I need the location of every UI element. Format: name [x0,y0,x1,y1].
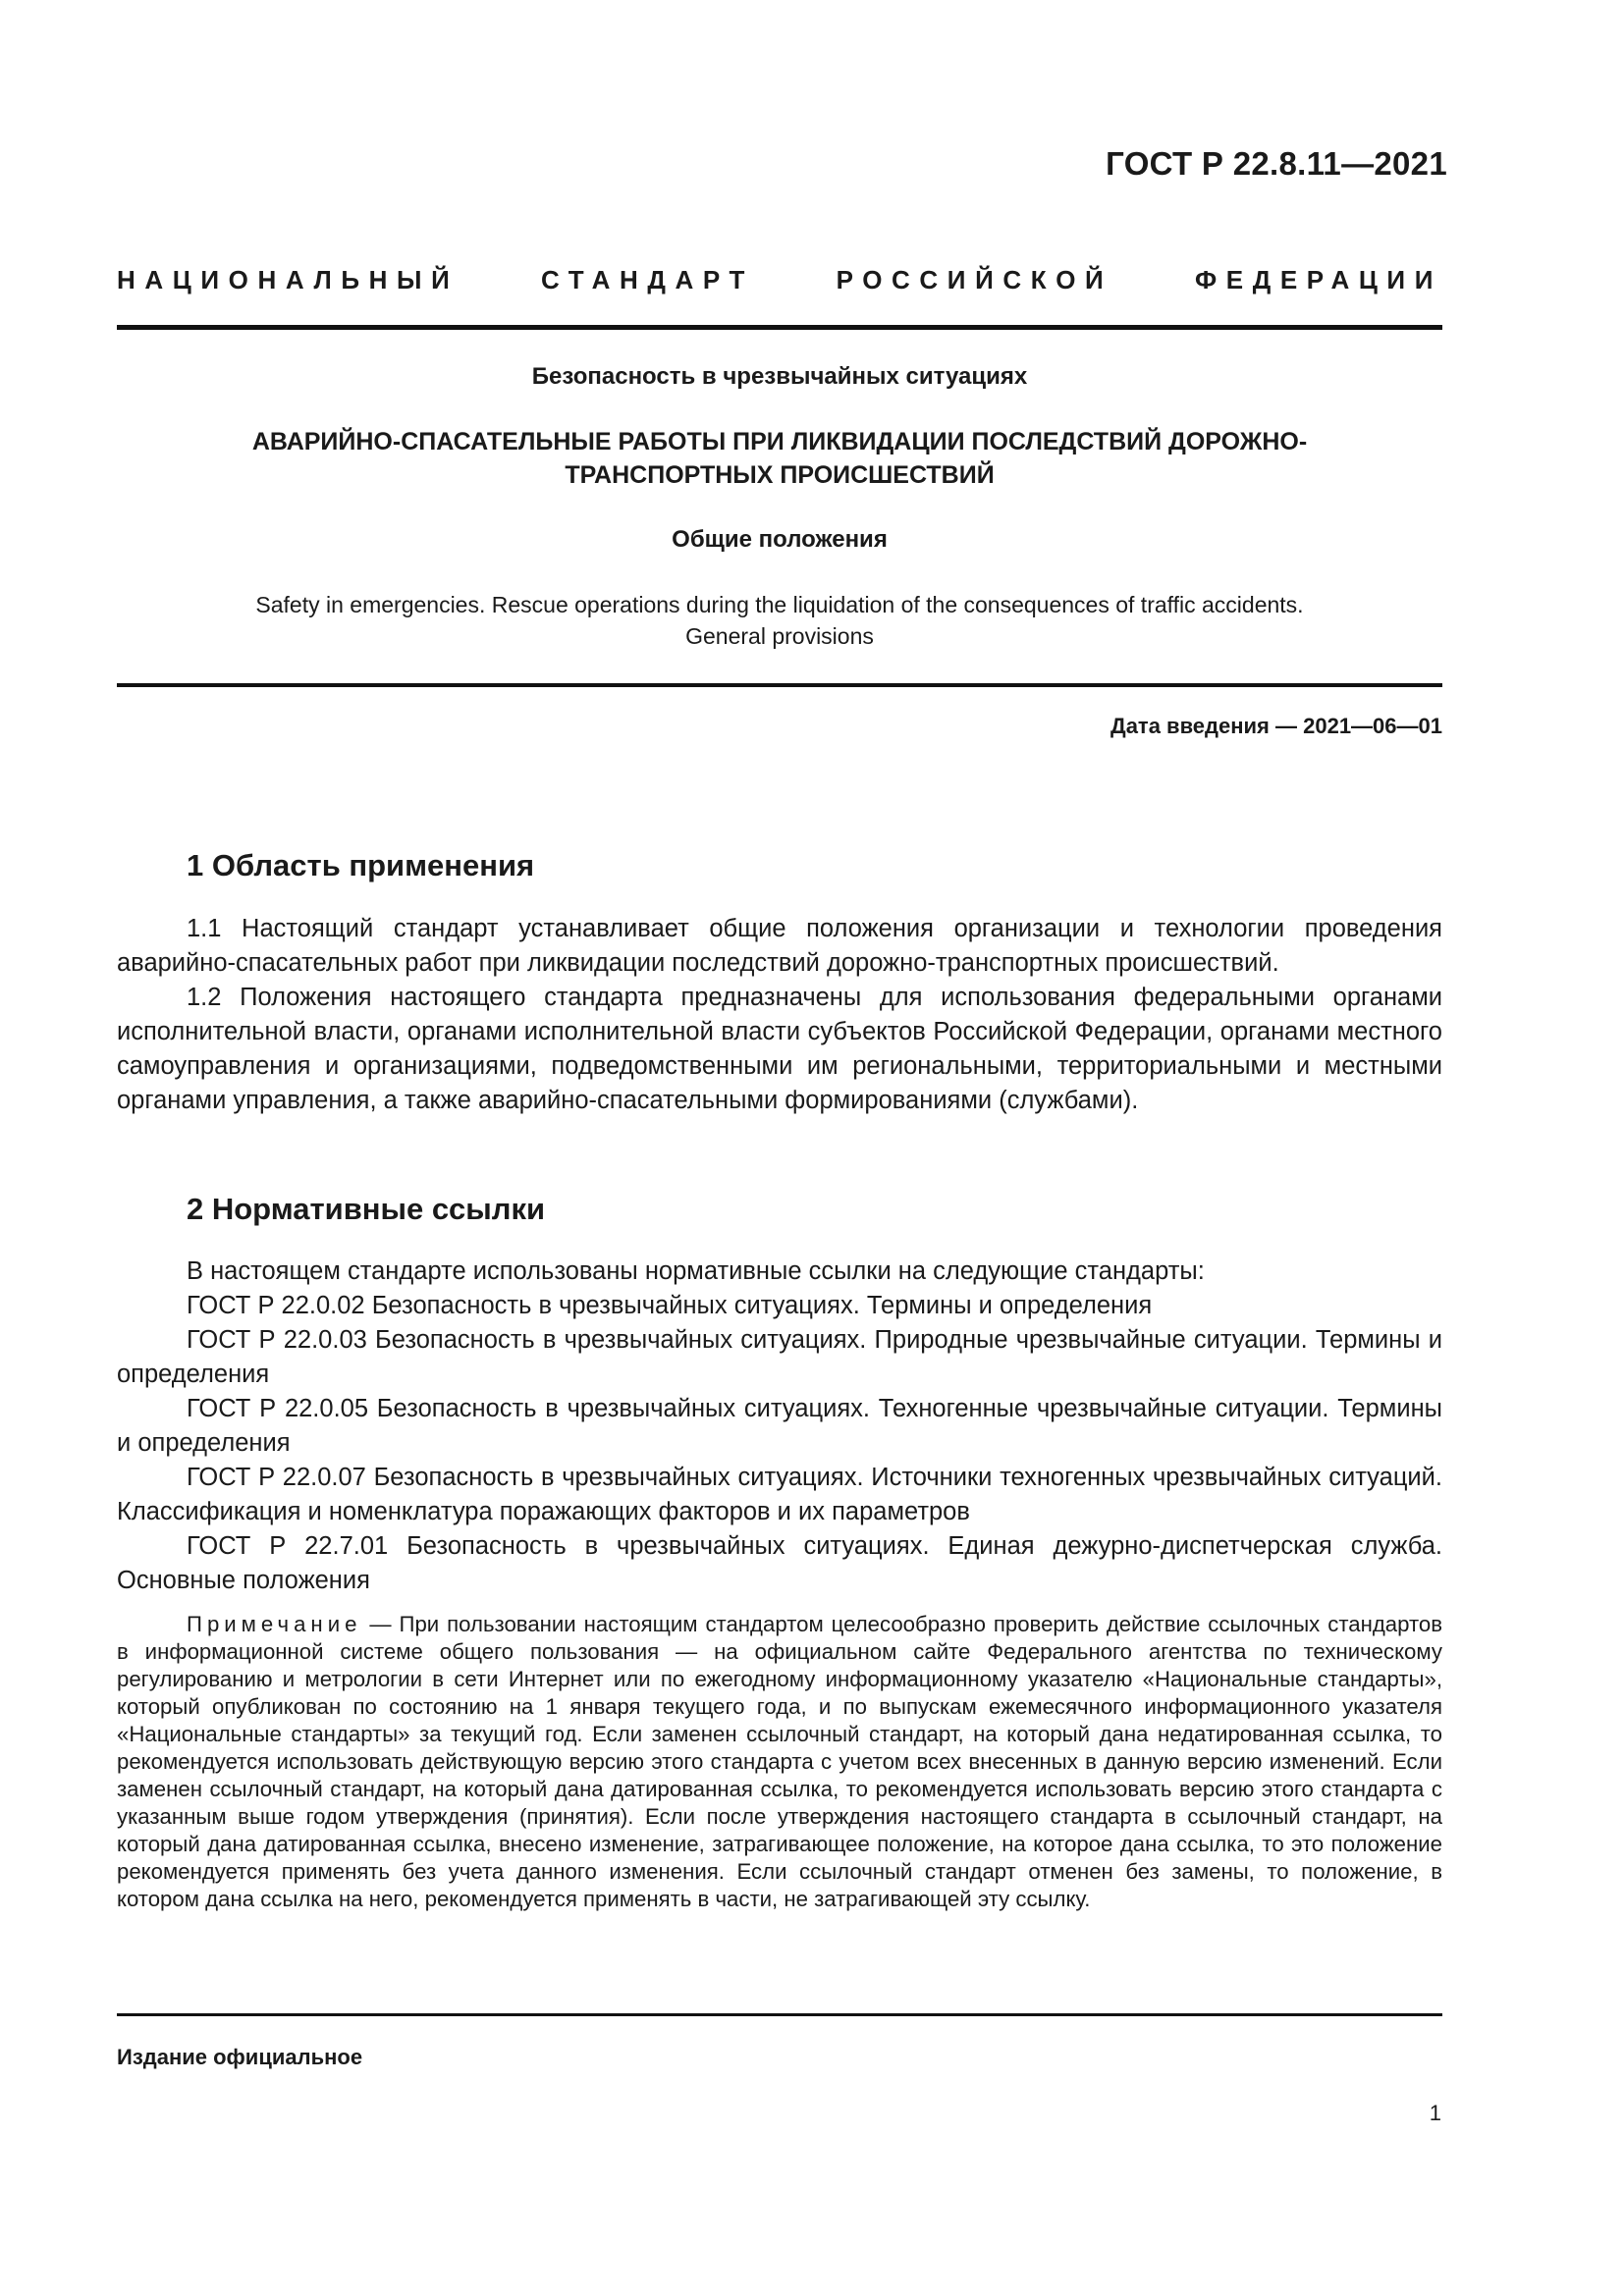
document-code: ГОСТ Р 22.8.11—2021 [1106,145,1447,182]
section-2-body [117,1255,1442,1598]
document-title-line-1: АВАРИЙНО-СПАСАТЕЛЬНЫЕ РАБОТЫ ПРИ ЛИКВИДАЦИИ ПОСЛЕДСТВИЙ ДОРОЖНО- [251,428,1308,455]
introduction-date: Дата введения — 2021—06—01 [1110,714,1442,738]
section-1-heading: 1 Область применения [187,848,535,882]
document-title [117,425,1442,492]
reference-item: ГОСТ Р 22.7.01 Безопасность в чрезвычайных ситуациях. Единая дежурно-диспетчерская служба. Основные положения [117,1532,1442,1594]
document-title-line-2: ТРАНСПОРТНЫХ ПРОИСШЕСТВИЙ [565,461,995,489]
top-divider [117,325,1442,330]
note-block [117,1611,1442,1913]
reference-item: ГОСТ Р 22.0.02 Безопасность в чрезвычайных ситуациях. Термины и определения [187,1292,1153,1319]
title-divider [117,683,1442,687]
note-text: — При пользовании настоящим стандартом целесообразно проверить действие ссылочных стандартов в информационной системе общего пользования — на официальном сайте Федерального агентства по техническому регулированию и метрологии в сети Интернет или по ежегодному информационному указателю «Национальные стандарты», который опубликован по состоянию на 1 января текущего года, и по выпускам ежемесячного информационного указателя «Национальные стандарты» за текущий год. Если заменен ссылочный стандарт, на который дана недатированная ссылка, то рекомендуется использовать действующую версию этого стандарта с учетом всех внесенных в данную версию изменений. Если заменен ссылочный стандарт, на который дана датированная ссылка, то рекомендуется использовать версию этого стандарта с указанным выше годом утверждения (принятия). Если после утверждения настоящего стандарта в ссылочный стандарт, на который дана датированная ссылка, внесено изменение, затрагивающее положение, на которое дана ссылка, то это положение рекомендуется применять без учета данного изменения. Если ссылочный стандарт отменен без замены, то положение, в котором дана ссылка на него, рекомендуется применять в части, не затрагивающей эту ссылку. [117,1612,1442,1911]
reference-item: ГОСТ Р 22.0.05 Безопасность в чрезвычайных ситуациях. Техногенные чрезвычайные ситуации. Термины и определения [117,1395,1442,1457]
page-number: 1 [1429,2101,1441,2125]
footer-divider [117,2013,1442,2016]
national-standard-banner: НАЦИОНАЛЬНЫЙ СТАНДАРТ РОССИЙСКОЙ ФЕДЕРАЦИИ [117,265,1442,294]
document-subject: Безопасность в чрезвычайных ситуациях [531,363,1028,390]
clause-1-2: 1.2 Положения настоящего стандарта предназначены для использования федеральными органами исполнительной власти, органами исполнительной власти субъектов Российской Федерации, органами местного самоуправления и организациями, подведомственными им региональными, территориальными и местными органами управления, а также аварийно-спасательными формированиями (службами). [117,984,1442,1114]
references-intro: В настоящем стандарте использованы нормативные ссылки на следующие стандарты: [187,1257,1205,1285]
document-subtitle: Общие положения [672,526,888,553]
english-title-line-2: General provisions [685,623,874,649]
reference-item: ГОСТ Р 22.0.07 Безопасность в чрезвычайных ситуациях. Источники техногенных чрезвычайных ситуаций. Классификация и номенклатура поражающих факторов и их параметров [117,1464,1442,1525]
english-title [117,589,1442,652]
english-title-line-1: Safety in emergencies. Rescue operations during the liquidation of the consequences of traffic accidents. [255,592,1304,617]
clause-1-1: 1.1 Настоящий стандарт устанавливает общие положения организации и технологии проведения аварийно-спасательных работ при ликвидации последствий дорожно-транспортных происшествий. [117,915,1442,977]
reference-item: ГОСТ Р 22.0.03 Безопасность в чрезвычайных ситуациях. Природные чрезвычайные ситуации. Термины и определения [117,1326,1442,1388]
edition-label: Издание официальное [117,2045,363,2069]
section-1-body [117,912,1442,1118]
note-label: Примечание [187,1612,362,1636]
section-2-heading: 2 Нормативные ссылки [187,1192,546,1226]
